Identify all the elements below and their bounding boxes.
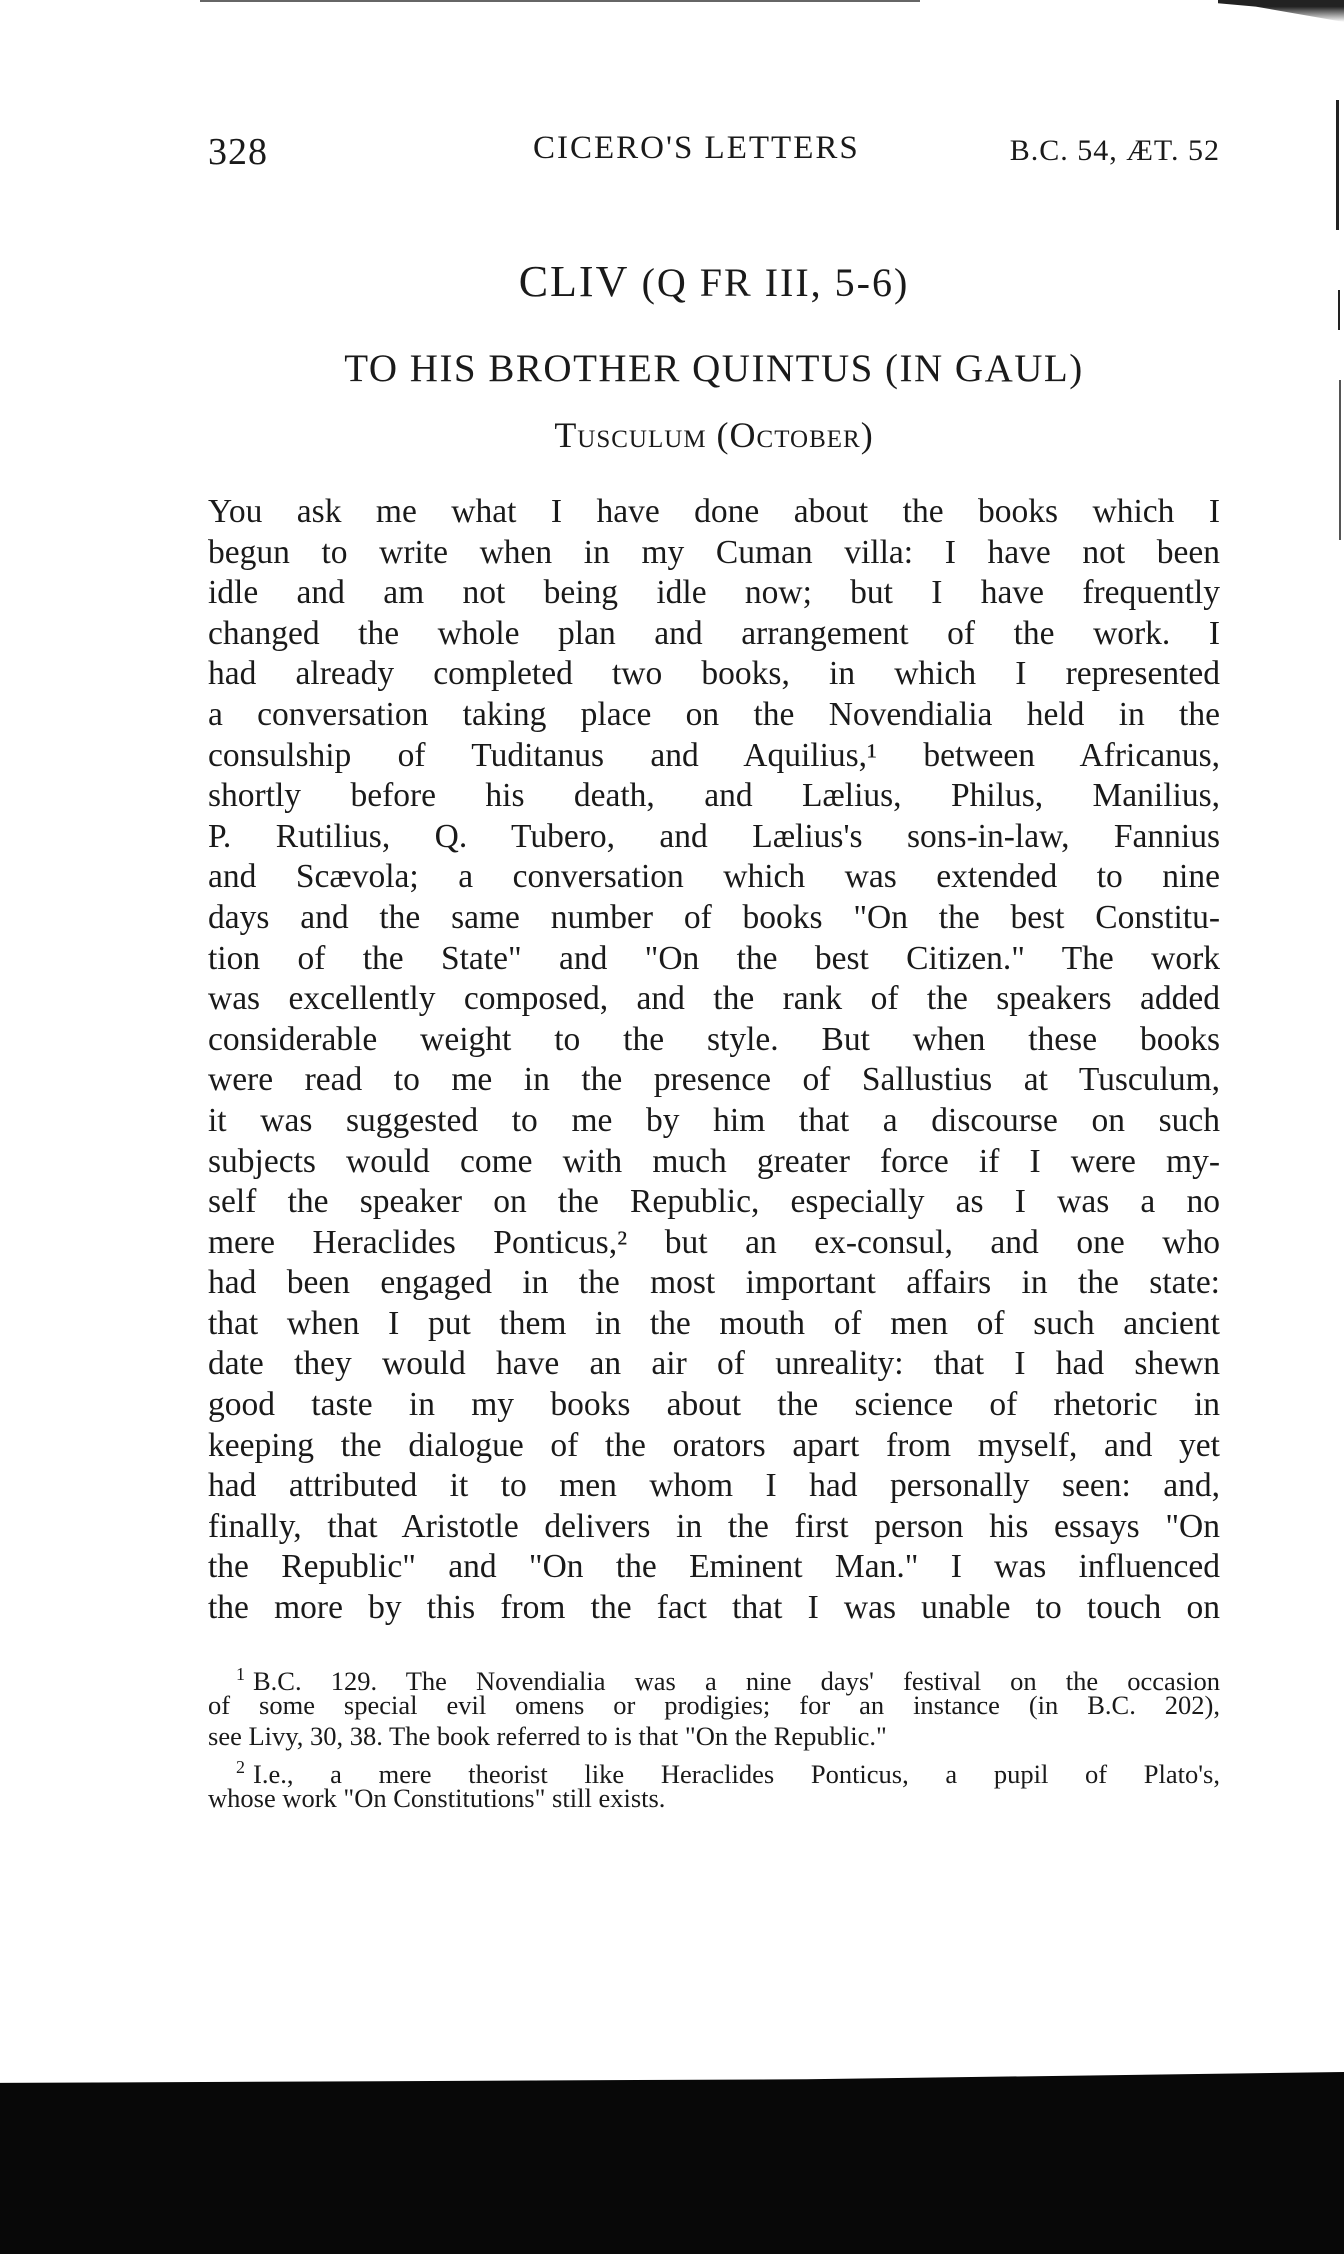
text-line: and Scævola; a conversation which was extended to nine [208, 858, 1220, 896]
text-line: was excellently composed, and the rank of the speakers added [208, 980, 1220, 1018]
footnote-text: whose work "On Constitutions" still exists. [208, 1782, 666, 1813]
text-line: keeping the dialogue of the orators apart from myself, and yet [208, 1426, 1220, 1464]
scan-edge-line [1339, 380, 1341, 540]
text-line: mere Heraclides Ponticus,² but an ex-consul, and one who [208, 1223, 1220, 1261]
letter-place: Tusculum (October) [554, 415, 874, 455]
text-line: considerable weight to the style. But when these books [208, 1020, 1220, 1058]
letter-reference: (Q FR III, 5-6) [641, 260, 910, 305]
text-line: begun to write when in my Cuman villa: I have not been [208, 533, 1220, 571]
text-line: good taste in my books about the science of rhetoric in [208, 1386, 1220, 1424]
text-line: that when I put them in the mouth of men of such ancient [208, 1304, 1220, 1342]
text-line: consulship of Tuditanus and Aquilius,¹ between Africanus, [208, 736, 1220, 774]
footnote-line [208, 1659, 1220, 1696]
footnote-line [208, 1752, 1220, 1789]
text-line: date they would have an air of unreality: that I had shewn [208, 1345, 1220, 1383]
text-line: P. Rutilius, Q. Tubero, and Lælius's sons-in-law, Fannius [208, 817, 1220, 855]
scan-bottom-band [0, 2072, 1344, 2254]
text-line: You ask me what I have done about the books which I [208, 493, 1220, 530]
running-head [208, 120, 1220, 180]
text-line: self the speaker on the Republic, especially as I was a no [208, 1183, 1220, 1221]
text-line: the Republic" and "On the Eminent Man." I was influenced [208, 1548, 1220, 1586]
footnote-marker: 2 [236, 1756, 245, 1777]
scan-edge-line [1336, 100, 1339, 230]
footnote-text: B.C. 129. The Novendialia was a nine days' festival on the occasion [253, 1665, 1220, 1696]
text-line: had attributed it to men whom I had personally seen: and, [208, 1467, 1220, 1505]
running-date: B.C. 54, ÆT. 52 [1009, 134, 1220, 167]
running-title: CICERO'S LETTERS [533, 130, 860, 166]
letter-body [208, 492, 1220, 1629]
footnote-line [208, 1721, 1220, 1752]
text-line: changed the whole plan and arrangement of the work. I [208, 614, 1220, 652]
letter-heading [208, 256, 1220, 312]
scan-top-rule [200, 0, 920, 2]
footnote-line [208, 1690, 1220, 1721]
text-line: were read to me in the presence of Sallustius at Tusculum, [208, 1061, 1220, 1099]
letter-number: CLIV [518, 257, 629, 306]
text-line: finally, that Aristotle delivers in the first person his essays "On [208, 1507, 1220, 1545]
book-page [208, 120, 1220, 1814]
text-line: days and the same number of books "On the best Constitu- [208, 898, 1220, 936]
text-line: it was suggested to me by him that a discourse on such [208, 1101, 1220, 1139]
scan-corner-mark [1218, 0, 1344, 22]
text-line: tion of the State" and "On the best Citizen." The work [208, 939, 1220, 977]
text-line: subjects would come with much greater force if I were my- [208, 1142, 1220, 1180]
text-line: the more by this from the fact that I was unable to touch on [208, 1589, 1220, 1627]
footnotes [208, 1659, 1220, 1814]
text-line: shortly before his death, and Lælius, Philus, Manilius, [208, 777, 1220, 815]
letter-addressee: TO HIS BROTHER QUINTUS (IN GAUL) [344, 347, 1084, 390]
text-line: idle and am not being idle now; but I have frequently [208, 574, 1220, 612]
text-line: had been engaged in the most important affairs in the state: [208, 1264, 1220, 1302]
footnote-text: see Livy, 30, 38. The book referred to is that "On the Republic." [208, 1720, 887, 1751]
footnote-marker: 1 [236, 1663, 245, 1684]
footnote-text: I.e., a mere theorist like Heraclides Ponticus, a pupil of Plato's, [253, 1758, 1220, 1789]
text-line: a conversation taking place on the Novendialia held in the [208, 695, 1220, 733]
footnote-text: of some special evil omens or prodigies; for an instance (in B.C. 202), [208, 1689, 1220, 1720]
text-line: had already completed two books, in which I represented [208, 655, 1220, 693]
page-number: 328 [208, 131, 268, 173]
scan-edge-line [1338, 290, 1340, 330]
